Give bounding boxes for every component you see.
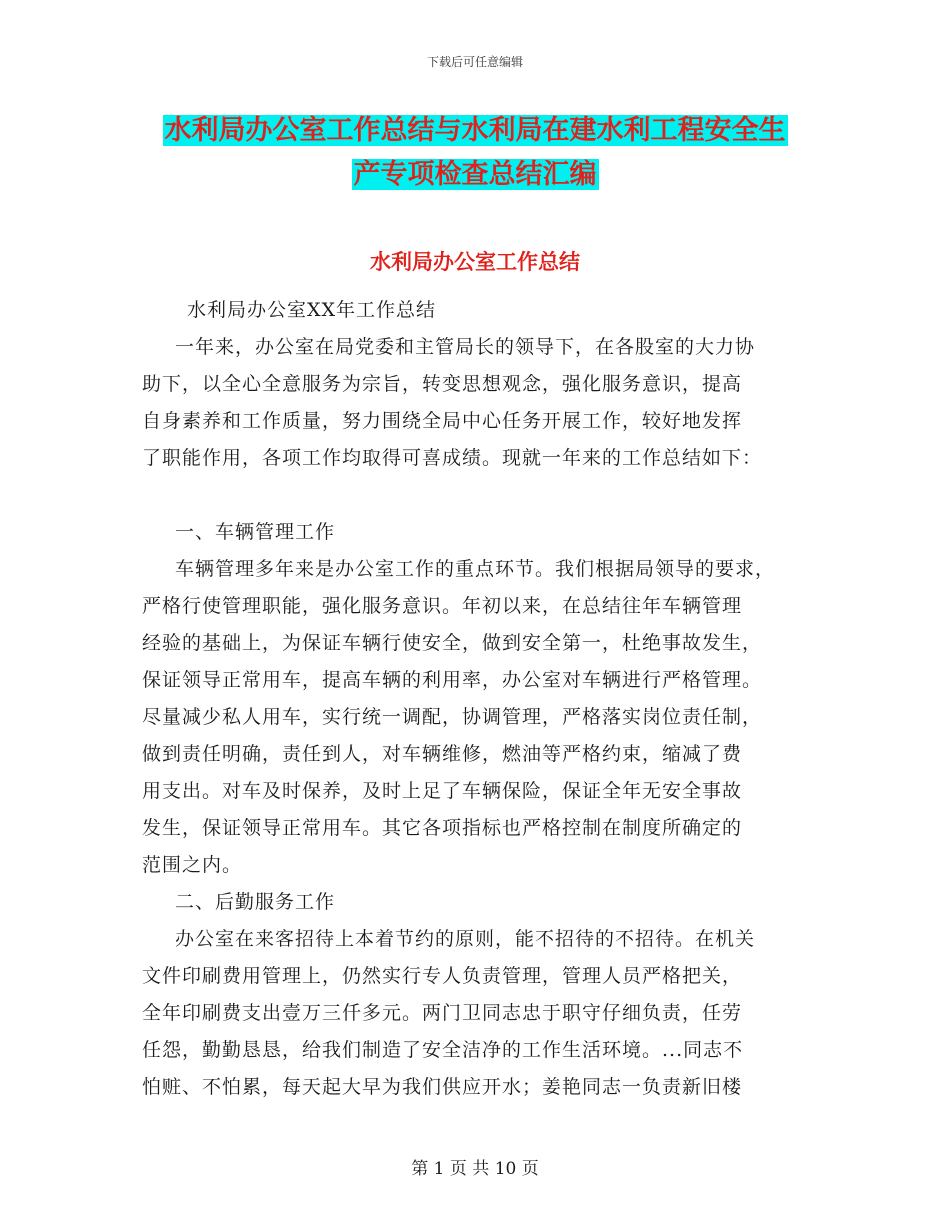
text-line: 怕赃、不怕累，每天起大早为我们供应开水；姜艳同志一负责新旧楼 xyxy=(142,1076,743,1098)
text-line: 经验的基础上，为保证车辆行使安全，做到安全第一，杜绝事故发生， xyxy=(142,632,763,654)
text-line: 尽量减少私人用车，实行统一调配，协调管理，严格落实岗位责任制， xyxy=(142,706,763,728)
text-line: 助下，以全心全意服务为宗旨，转变思想观念，强化服务意识，提高 xyxy=(142,373,743,395)
text-line: 任怨，勤勤恳恳，给我们制造了安全洁净的工作生活环境。...同志不 xyxy=(142,1039,744,1061)
document-title-line-1 xyxy=(0,109,950,153)
text-line: 水利局办公室XX年工作总结 xyxy=(187,299,437,321)
text-line: 了职能作用，各项工作均取得可喜成绩。现就一年来的工作总结如下： xyxy=(142,447,763,469)
page-footer: 第 1 页 共 10 页 xyxy=(411,1159,539,1179)
text-line: 用支出。对车及时保养，及时上足了车辆保险，保证全年无安全事故 xyxy=(142,780,743,802)
text-line: 一年来，办公室在局党委和主管局长的领导下，在各股室的大力协 xyxy=(175,336,756,358)
document-title-text-1: 水利局办公室工作总结与水利局在建水利工程安全生 xyxy=(164,115,786,146)
text-line: 自身素养和工作质量，努力围绕全局中心任务开展工作，较好地发挥 xyxy=(142,410,743,432)
text-line: 发生，保证领导正常用车。其它各项指标也严格控制在制度所确定的 xyxy=(142,817,743,839)
text-line: 保证领导正常用车，提高车辆的利用率，办公室对车辆进行严格管理。 xyxy=(142,669,763,691)
header-note: 下载后可任意编辑 xyxy=(426,55,523,69)
text-line: 范围之内。 xyxy=(142,854,243,876)
text-line: 严格行使管理职能，强化服务意识。年初以来，在总结往年车辆管理 xyxy=(142,595,743,617)
section-title: 水利局办公室工作总结 xyxy=(370,250,580,274)
text-line: 车辆管理多年来是办公室工作的重点环节。我们根据局领导的要求， xyxy=(175,558,776,580)
text-line: 二、后勤服务工作 xyxy=(175,891,336,913)
text-line: 一、车辆管理工作 xyxy=(175,521,336,543)
text-line: 做到责任明确，责任到人，对车辆维修，燃油等严格约束，缩减了费 xyxy=(142,743,743,765)
document-title-text-2: 产专项检查总结汇编 xyxy=(353,159,597,190)
text-line: 文件印刷费用管理上，仍然实行专人负责管理，管理人员严格把关， xyxy=(142,965,743,987)
text-line: 全年印刷费支出壹万三仟多元。两门卫同志忠于职守仔细负责，任劳 xyxy=(142,1002,743,1024)
document-title-line-2 xyxy=(0,153,950,197)
text-line: 办公室在来客招待上本着节约的原则，能不招待的不招待。在机关 xyxy=(175,928,756,950)
